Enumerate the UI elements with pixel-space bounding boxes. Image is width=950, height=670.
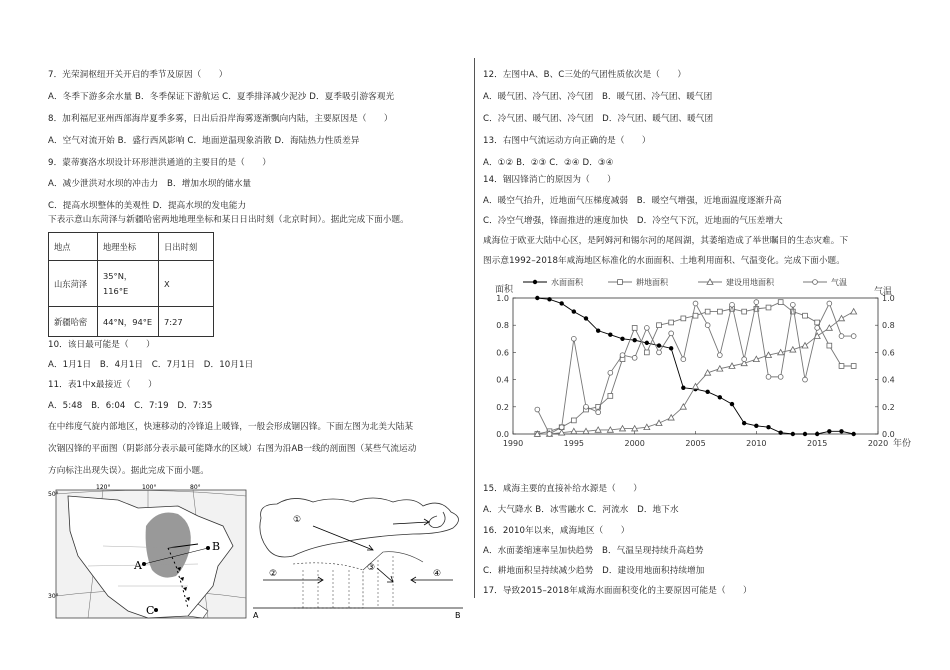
y2-tick-label: 0.4 [882, 375, 895, 385]
data-point [535, 407, 540, 412]
lon-label-80: 80° [190, 484, 201, 491]
question-15-options: A．大气降水 B．冰雪融水 C．河流水 D．地下水 [483, 505, 679, 515]
table-header-cell: 日出时刻 [159, 233, 214, 261]
data-point [766, 425, 770, 429]
question-13-options: A．①② B．②③ C．②④ D．③④ [483, 158, 614, 168]
question-10-options: A．1月1日 B．4月1日 C．7月1日 D．10月1日 [48, 360, 254, 370]
y-tick-label: 0.0 [496, 430, 509, 439]
data-point [559, 425, 564, 430]
x-tick-label: 2005 [685, 439, 706, 448]
data-point [839, 334, 844, 339]
data-point [535, 296, 539, 300]
data-point [608, 370, 613, 375]
front-intro-line-3: 方向标注出现失误）。据此完成下面小题。 [48, 466, 209, 476]
lat-label-30: 30° [48, 593, 59, 600]
legend-label: 耕地面积 [636, 278, 668, 287]
data-point [620, 353, 625, 358]
table-header-cell: 地理坐标 [98, 233, 159, 261]
y-axis-title: 面积 [495, 285, 514, 295]
question-11: 11．表1中x最接近（ ） [48, 380, 157, 390]
data-point [803, 377, 808, 382]
front-boundary-left [293, 563, 363, 608]
occluded-front-map [48, 486, 250, 621]
question-8-options: A．空气对流开始 B．盛行西风影响 C．地面逆温现象消散 D．海陆热力性质差异 [48, 136, 360, 146]
section-end-b: B [455, 611, 461, 620]
data-point [656, 420, 662, 425]
x-tick-label: 2010 [746, 439, 767, 448]
data-point [778, 300, 783, 305]
data-point [705, 390, 709, 394]
data-point [803, 313, 808, 318]
y2-axis-title: 气温 [874, 287, 893, 297]
front-intro-line-2: 次锢囚锋的平面图（阴影部分表示最可能降水的区域）右图为沿AB一线的剖面图（某些气流运动 [48, 444, 417, 454]
data-point [815, 432, 819, 436]
data-point [669, 346, 673, 350]
data-point [657, 350, 662, 355]
front-intro-line-1: 在中纬度气旋内部地区，快速移动的冷锋追上暖锋，一般会形成锢囚锋。下面左图为北美大陆某 [48, 422, 414, 432]
point-c-label: C [146, 604, 155, 617]
lon-label-120: 120° [96, 484, 111, 491]
question-12-options-ab: A．暖气团、冷气团、冷气团 B．暖气团、冷气团、暖气团 [483, 92, 713, 102]
data-point [827, 429, 831, 433]
data-point [669, 331, 674, 336]
question-9-options-cd: C．提高水坝整体的美观性 D．提高水坝的发电能力 [48, 201, 247, 211]
table-intro: 下表示意山东菏泽与新疆哈密两地地理坐标和某日日出时刻（北京时间）。据此完成下面小题。 [48, 215, 409, 225]
x-tick-label: 2020 [867, 439, 889, 448]
series-line [537, 302, 853, 434]
data-point [632, 338, 636, 342]
data-point [618, 280, 623, 285]
data-point [778, 374, 783, 379]
table-cell: 新疆哈密 [49, 307, 98, 337]
table-cell: X [159, 261, 214, 307]
data-point [584, 404, 589, 409]
table-header-cell: 地点 [49, 233, 98, 261]
data-point [693, 313, 698, 318]
data-point [718, 395, 722, 399]
x-tick-label: 1990 [502, 439, 524, 448]
data-point [547, 297, 551, 301]
question-7: 7．光荣洞枢纽开关开启的季节及原因（ ） [48, 70, 228, 80]
question-16-options-ab: A．水面萎缩速率呈加快趋势 B．气温呈现持续升高趋势 [483, 546, 704, 556]
data-point [620, 337, 624, 341]
x-tick-label: 2015 [806, 439, 828, 448]
data-point [717, 309, 722, 314]
data-point [851, 309, 857, 314]
data-point [644, 350, 649, 355]
data-point [669, 320, 674, 325]
legend-label: 建设用地面积 [726, 278, 774, 287]
sunrise-table [48, 232, 214, 337]
y2-tick-label: 1.0 [882, 294, 895, 303]
section-end-a: A [253, 611, 259, 620]
data-point [547, 432, 552, 437]
data-point [596, 410, 601, 415]
data-point [717, 353, 722, 358]
data-point [778, 430, 782, 434]
data-point [754, 300, 759, 305]
y2-tick-label: 0.6 [882, 348, 895, 358]
data-point [839, 315, 845, 320]
data-point [827, 301, 832, 306]
data-point [657, 323, 662, 328]
data-point [790, 302, 795, 307]
table-cell: 7:27 [159, 307, 214, 337]
table-cell: 44°N，94°E [98, 307, 159, 337]
table-cell: 山东菏泽 [49, 261, 98, 307]
legend-label: 水面面积 [551, 278, 583, 287]
point-a-label: A [134, 559, 142, 572]
x-tick-label: 2000 [624, 439, 645, 448]
data-point [766, 305, 771, 310]
data-point [608, 333, 612, 337]
occluded-front-section [253, 490, 468, 620]
question-8: 8．加利福尼亚州西部海岸夏季多雾，日出后沿岸海雾逐渐飘向内陆，主要原因是（ ） [48, 114, 393, 124]
column-divider [474, 58, 475, 598]
data-point [559, 301, 563, 305]
data-point [803, 432, 807, 436]
question-15: 15．咸海主要的直接补给水源是（ ） [483, 484, 642, 494]
data-point [645, 341, 649, 345]
data-point [657, 343, 661, 347]
table-cell: 35°N，116°E [98, 261, 159, 307]
data-point [681, 386, 685, 390]
cloud-shape [260, 498, 459, 557]
question-16: 16．2010年以来，咸海地区（ ） [483, 526, 630, 536]
data-point [596, 328, 600, 332]
x-tick-label: 1995 [563, 439, 585, 448]
table-row [49, 261, 214, 307]
question-9-options-ab: A．减少泄洪对水坝的冲击力 B．增加水坝的储水量 [48, 179, 252, 189]
aral-intro-line-1: 咸海位于欧亚大陆中心区，是阿姆河和锡尔河的尾闾湖，其萎缩造成了举世瞩目的生态灾难。下 [483, 236, 849, 246]
data-point [571, 336, 576, 341]
table-row [49, 307, 214, 337]
question-14-options-ab: A．暖空气抬升，近地面气压梯度减弱 B．暖空气增强，近地面温度逐渐升高 [483, 196, 782, 206]
question-17: 17．导致2015–2018年咸海水面面积变化的主要原因可能是（ ） [483, 586, 752, 596]
y-tick-label: 0.8 [496, 321, 509, 331]
y-tick-label: 0.2 [496, 402, 509, 412]
data-point [608, 394, 613, 399]
point-c-marker [154, 608, 158, 612]
data-point [742, 421, 746, 425]
data-point [742, 309, 747, 314]
series-line [537, 302, 853, 434]
y2-tick-label: 0.2 [882, 402, 895, 412]
data-point [681, 357, 686, 362]
data-point [742, 357, 747, 362]
y-tick-label: 0.4 [496, 375, 509, 385]
question-12-options-cd: C．冷气团、暖气团、冷气团 D．冷气团、暖气团、暖气团 [483, 114, 714, 124]
point-b-label: B [212, 540, 221, 553]
legend-label: 气温 [831, 278, 847, 287]
question-10: 10．该日最可能是（ ） [48, 340, 155, 350]
question-16-options-cd: C．耕地面积呈持续减少趋势 D．建设用地面积持续增加 [483, 566, 705, 576]
data-point [681, 316, 686, 321]
y-tick-label: 1.0 [496, 294, 509, 303]
data-point [754, 424, 758, 428]
label-4: ④ [433, 569, 442, 579]
data-point [571, 418, 576, 423]
data-point [705, 309, 710, 314]
data-point [730, 402, 734, 406]
data-point [815, 326, 820, 331]
data-point [766, 374, 771, 379]
question-7-options: A．冬季下游多余水量 B．冬季保证下游航运 C．夏季排泽减少泥沙 D．夏季吸引游客观光 [48, 92, 395, 102]
data-point [644, 326, 649, 331]
data-point [533, 280, 537, 284]
data-point [791, 432, 795, 436]
data-point [730, 302, 735, 307]
data-point [851, 432, 855, 436]
data-point [851, 364, 856, 369]
y2-tick-label: 0.8 [882, 321, 895, 331]
flow-arrow-1-head [367, 545, 373, 550]
data-point [632, 355, 637, 360]
data-point [827, 343, 832, 348]
data-point [851, 334, 856, 339]
label-3: ③ [367, 563, 376, 573]
question-11-options: A．5:48 B．6:04 C．7:19 D．7:35 [48, 401, 213, 411]
data-point [705, 323, 710, 328]
aral-intro-line-2: 图示意1992–2018年咸海地区标准化的水面面积、土地利用面积、气温变化。完成下面小题。 [483, 256, 845, 266]
aral-sea-line-chart [483, 272, 912, 468]
data-point [693, 301, 698, 306]
data-point [839, 364, 844, 369]
data-point [632, 326, 637, 331]
table-header-row [49, 233, 214, 261]
lon-label-100: 100° [142, 484, 157, 491]
label-1: ① [293, 515, 302, 525]
data-point [813, 280, 818, 285]
label-2: ② [269, 569, 278, 579]
data-point [572, 309, 576, 313]
question-13: 13．右图中气流运动方向正确的是（ ） [483, 136, 651, 146]
question-14-options-cd: C．冷空气增强，锋面推进的速度加快 D．冷空气下沉，近地面的气压差增大 [483, 216, 783, 226]
question-12: 12．左图中A、B、C三处的气团性质依次是（ ） [483, 70, 687, 80]
question-14: 14．锢囚锋消亡的原因为（ ） [483, 175, 616, 185]
data-point [584, 316, 588, 320]
lat-label-50: 50° [48, 491, 59, 498]
data-point [839, 429, 843, 433]
x-axis-title: 年份 [892, 439, 912, 449]
y-tick-label: 0.6 [496, 348, 509, 358]
question-9: 9．蒙蒂赛洛水坝设计环形泄洪通道的主要目的是（ ） [48, 158, 271, 168]
flow-arrow-3 [377, 568, 393, 582]
data-point [680, 404, 686, 409]
y2-tick-label: 0.0 [882, 430, 895, 439]
